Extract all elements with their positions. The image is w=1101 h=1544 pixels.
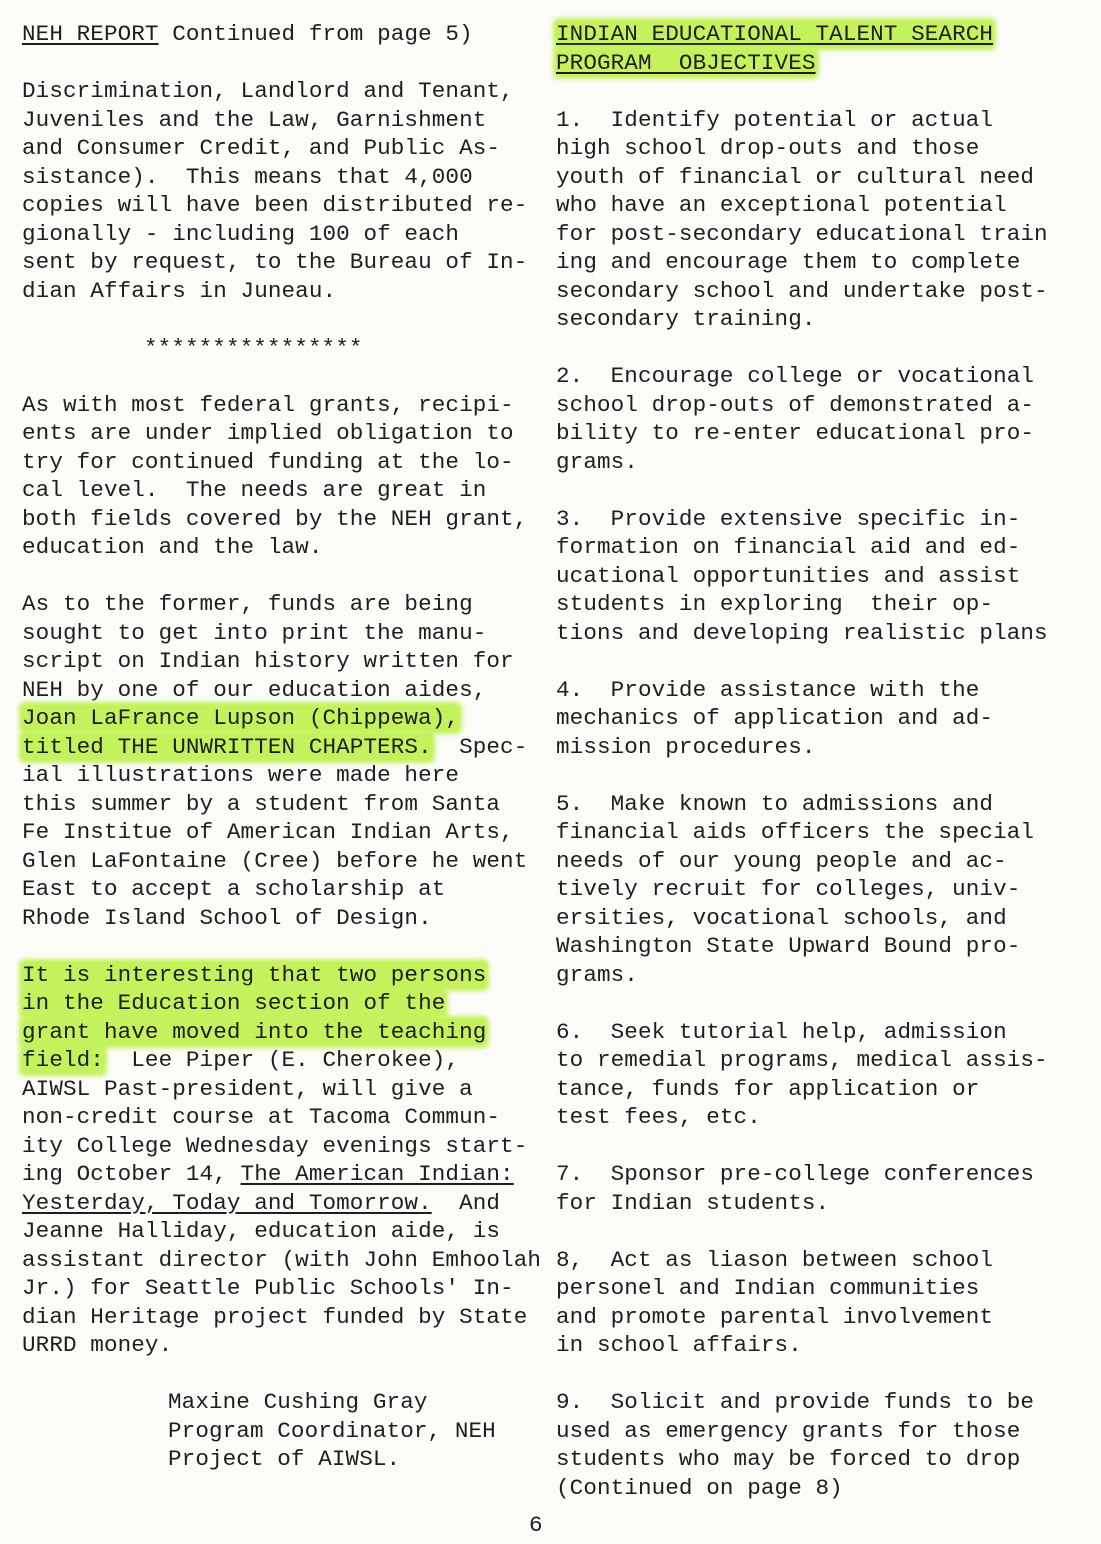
objective-9: 9. Solicit and provide funds to be used as emergency grants for those students who may be forced to drop (Continued on page 8) <box>556 1389 1035 1501</box>
highlighted-text: Joan LaFrance Lupson (Chippewa), <box>22 705 460 731</box>
highlighted-text: in the Education section of the <box>22 990 446 1016</box>
objective-4: 4. Provide assistance with the mechanics of application and ad- mission procedures. <box>556 676 994 760</box>
right-column <box>556 20 1096 1502</box>
objectives-title: INDIAN EDUCATIONAL TALENT SEARCH PROGRAM OBJECTIVES <box>556 21 994 76</box>
paragraph-4: It is interesting that two persons in the Education section of the grant have moved into the teaching field: Lee Piper (E. Cherokee), AIWSL Past-president, will give a non-credit course at Tacoma Commun- ity College Wednesday evenings start- ing October 14, The American Indian: Yesterday, Today and Tomorrow. And Jeanne Halliday, education aide, is assistant director (with John Emhoolah Jr.) for Seattle Public Schools' In- dian Heritage project funded by State URRD money. <box>22 961 542 1358</box>
objective-5: 5. Make known to admissions and financial aids officers the special needs of our young people and ac- tively recruit for colleges, univ- ersities, vocational schools, and Washington State Upward Bound pro- grams. <box>556 790 1035 988</box>
objective-7: 7. Sponsor pre-college conferences for Indian students. <box>556 1161 1035 1216</box>
highlighted-text: field: <box>22 1047 104 1073</box>
course-title-underlined: Yesterday, Today and Tomorrow. <box>22 1189 432 1216</box>
section-separator: **************** <box>144 334 363 361</box>
page-number: 6 <box>529 1512 543 1538</box>
left-column <box>22 20 562 1474</box>
signature-block: Maxine Cushing Gray Program Coordinator, NEH Project of AIWSL. <box>168 1389 496 1472</box>
highlighted-text: titled THE UNWRITTEN CHAPTERS. <box>22 733 432 760</box>
paragraph-1: Discrimination, Landlord and Tenant, Juveniles and the Law, Garnishment and Consumer Credit, and Public As- sistance). This means that 4,000 copies will have been distributed re- gionally - including 100 of each sent by request, to the Bureau of In- dian Affairs in Juneau. <box>22 78 528 304</box>
paragraph-2: As with most federal grants, recipi- ents are under implied obligation to try for continued funding at the lo- cal level. The needs are great in both fields covered by the NEH grant, education and the law. <box>22 391 528 560</box>
objective-1: 1. Identify potential or actual high school drop-outs and those youth of financial or cultural need who have an exceptional potential for post-secondary educational train ing and encourage them to complete secondary school and undertake post- secondary training. <box>556 106 1048 332</box>
neh-report-label: NEH REPORT <box>22 21 159 47</box>
paragraph-3: As to the former, funds are being sought to get into print the manu- script on Indian history written for NEH by one of our education aides, Joan LaFrance Lupson (Chippewa), titled THE UNWRITTEN CHAPTERS. Spec- ial illustrations were made here this summer by a student from Santa Fe Institue of American Indian Arts, Glen LaFontaine (Cree) before he went East to accept a scholarship at Rhode Island School of Design. <box>22 591 528 931</box>
left-header: NEH REPORT Continued from page 5) <box>22 21 473 47</box>
highlighted-text: grant have moved into the teaching <box>22 1018 487 1045</box>
course-title-underlined: The American Indian: <box>240 1161 514 1187</box>
objective-3: 3. Provide extensive specific in- formation on financial aid and ed- ucational opportunities and assist students in exploring their op- tions and developing realistic plans <box>556 505 1048 646</box>
objective-2: 2. Encourage college or vocational school drop-outs of demonstrated a- bility to re-enter educational pro- grams. <box>556 363 1035 475</box>
objective-6: 6. Seek tutorial help, admission to remedial programs, medical assis- tance, funds for application or test fees, etc. <box>556 1018 1048 1130</box>
objective-8: 8, Act as liason between school personel and Indian communities and promote parental involvement in school affairs. <box>556 1246 994 1358</box>
highlighted-text: It is interesting that two persons <box>22 961 487 988</box>
